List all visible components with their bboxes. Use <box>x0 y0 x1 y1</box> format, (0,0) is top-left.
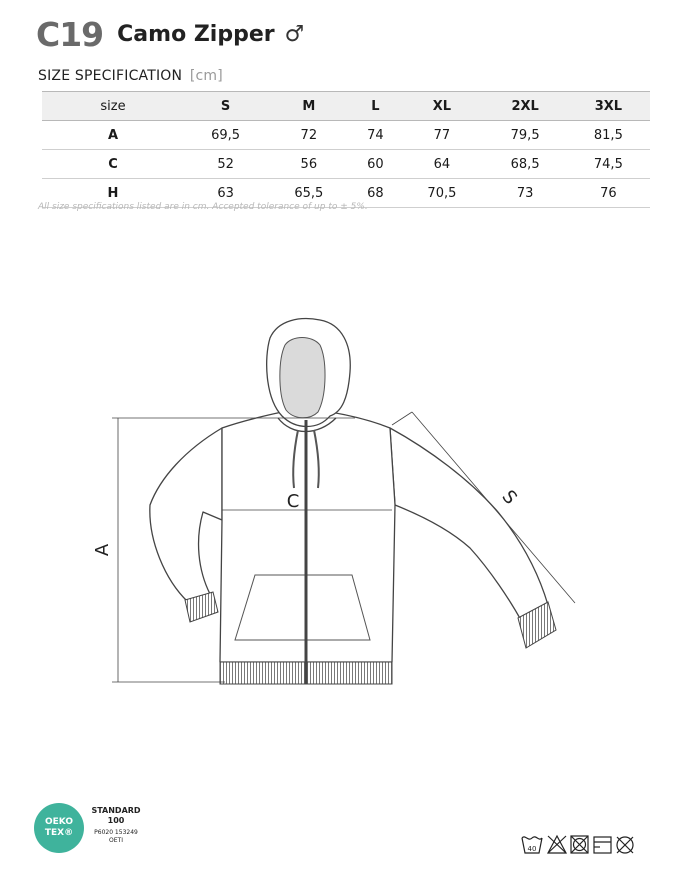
column-header: L <box>350 92 400 121</box>
table-cell: 73 <box>484 179 567 208</box>
measure-label-a: A <box>92 543 113 557</box>
column-header: XL <box>400 92 483 121</box>
column-header: S <box>184 92 267 121</box>
hood-lining <box>280 338 325 418</box>
size-table <box>42 91 650 208</box>
oeko-tex-badge <box>34 803 84 853</box>
wash-temp: 40 <box>527 845 537 853</box>
no-tumble-dry-icon <box>571 836 588 853</box>
column-header-size: size <box>42 92 184 121</box>
table-cell: 65,5 <box>267 179 350 208</box>
row-label: H <box>42 179 184 208</box>
male-icon: ♂ <box>284 21 305 47</box>
table-cell: 79,5 <box>484 121 567 150</box>
care-symbols <box>520 832 650 858</box>
section-title <box>38 68 223 84</box>
table-cell: 74,5 <box>567 150 650 179</box>
column-header: M <box>267 92 350 121</box>
standard-line2: 100 <box>107 816 125 825</box>
tolerance-note: All size specifications listed are in cm. Accepted tolerance of up to ± 5%. <box>38 202 368 212</box>
table-cell: 56 <box>267 150 350 179</box>
table-row <box>42 121 650 150</box>
table-cell: 81,5 <box>567 121 650 150</box>
table-cell: 60 <box>350 150 400 179</box>
table-cell: 72 <box>267 121 350 150</box>
badge-line1: OEKO <box>44 817 74 827</box>
certificate-number <box>88 829 144 845</box>
table-cell: 68 <box>350 179 400 208</box>
product-code: C19 <box>36 14 104 54</box>
product-name: Camo Zipper <box>117 21 275 47</box>
cert-line1: P6020 153249 <box>94 829 138 836</box>
section-unit: [cm] <box>189 68 223 84</box>
measure-label-c: C <box>286 491 300 512</box>
table-cell: 77 <box>400 121 483 150</box>
title-bar <box>36 12 304 56</box>
table-cell: 76 <box>567 179 650 208</box>
table-cell: 69,5 <box>184 121 267 150</box>
row-label: C <box>42 150 184 179</box>
standard-line1: STANDARD <box>91 806 141 815</box>
badge-line2: TEX® <box>44 828 74 838</box>
measure-label-s: S <box>497 486 521 509</box>
table-row <box>42 150 650 179</box>
standard-label <box>88 806 144 826</box>
hoodie-diagram <box>0 300 684 700</box>
table-cell: 63 <box>184 179 267 208</box>
section-title-text: SIZE SPECIFICATION <box>38 68 183 84</box>
iron-low-icon <box>594 837 611 853</box>
table-cell: 70,5 <box>400 179 483 208</box>
table-cell: 52 <box>184 150 267 179</box>
column-header: 2XL <box>484 92 567 121</box>
column-header: 3XL <box>567 92 650 121</box>
table-cell: 68,5 <box>484 150 567 179</box>
table-cell: 64 <box>400 150 483 179</box>
cert-line2: OETI <box>109 837 123 844</box>
no-bleach-icon <box>548 836 566 853</box>
table-header-row <box>42 92 650 121</box>
row-label: A <box>42 121 184 150</box>
no-dry-clean-icon <box>617 837 633 853</box>
table-cell: 74 <box>350 121 400 150</box>
